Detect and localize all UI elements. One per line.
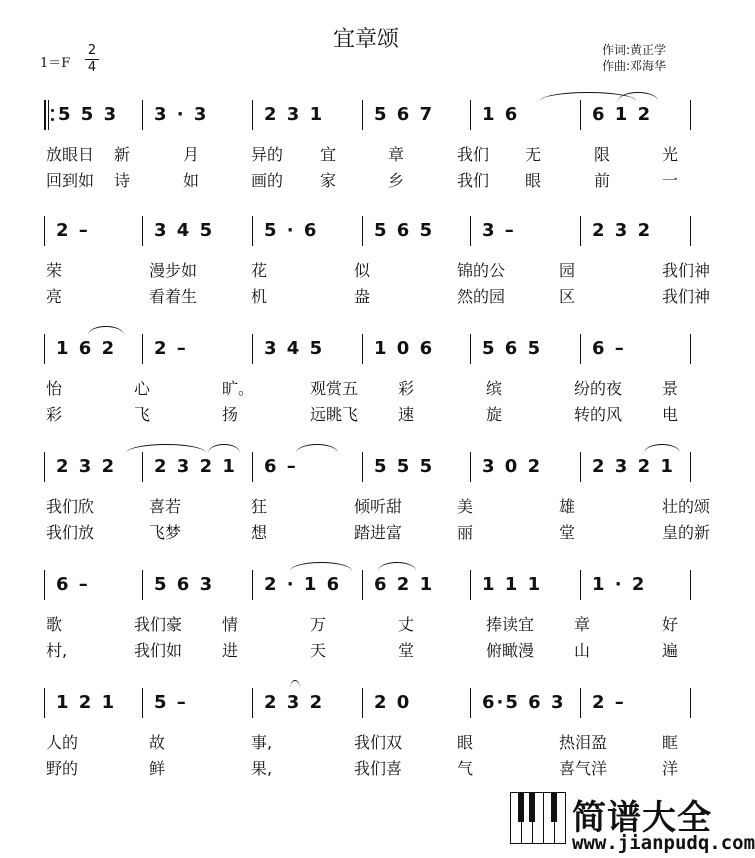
barline	[362, 570, 363, 600]
measure-notes: 6 1 2	[592, 104, 653, 125]
repeat-sign-icon	[44, 100, 53, 130]
barline	[580, 688, 581, 718]
measure	[56, 692, 132, 716]
time-signature-bottom: 4	[87, 60, 97, 75]
lyric-syllable: 一	[662, 171, 679, 190]
lyricist-credit: 作词:黄正学	[602, 43, 667, 57]
barline	[580, 334, 581, 364]
piano-keys-icon	[510, 792, 568, 844]
lyric-syllable: 区	[559, 287, 576, 306]
lyric-syllable: 我们双	[354, 733, 403, 752]
time-signature	[85, 44, 99, 75]
lyric-syllable: 情	[222, 615, 239, 634]
lyric-syllable: 遍	[662, 641, 679, 660]
lyric-syllable: 眶	[662, 733, 679, 752]
barline	[470, 688, 471, 718]
measure-notes: 2 · 1 6	[264, 574, 342, 595]
measure	[374, 692, 460, 716]
measure-notes: 6 2 1	[374, 574, 435, 595]
measure-notes: 3 4 5	[154, 220, 215, 241]
measure-notes: 1 6 2	[56, 338, 117, 359]
lyric-syllable: 眼	[525, 171, 542, 190]
barline	[690, 570, 691, 600]
lyric-syllable: 皇的新	[662, 523, 711, 542]
lyric-syllable: 俯瞰漫	[486, 641, 535, 660]
measure	[482, 220, 570, 244]
lyric-syllable: 雄	[559, 497, 576, 516]
lyric-syllable: 彩	[46, 405, 63, 424]
watermark-logo	[510, 790, 755, 858]
lyric-syllable: 前	[594, 171, 611, 190]
measure	[592, 574, 680, 598]
measure	[592, 104, 680, 128]
lyric-syllable: 旋	[486, 405, 503, 424]
lyric-syllable: 飞	[134, 405, 151, 424]
lyric-syllable: 捧读宜	[486, 615, 535, 634]
measure	[374, 338, 460, 362]
measure-notes: 2 3 1	[264, 104, 325, 125]
lyric-syllable: 好	[662, 615, 679, 634]
measure	[264, 692, 352, 716]
measure-notes: 5 6 3	[154, 574, 215, 595]
lyric-syllable: 野的	[46, 759, 79, 778]
lyric-syllable: 丈	[398, 615, 415, 634]
lyric-syllable: 宜	[320, 145, 337, 164]
lyric-syllable: 新	[114, 145, 131, 164]
measure	[264, 220, 352, 244]
barline	[252, 452, 253, 482]
slur-mark	[378, 562, 416, 571]
lyric-syllable: 限	[594, 145, 611, 164]
barline	[142, 100, 143, 130]
measure	[592, 338, 680, 362]
barline	[470, 452, 471, 482]
measure-notes: 2 –	[154, 338, 188, 359]
measure-notes: 2 –	[592, 692, 626, 713]
measure	[592, 692, 680, 716]
lyric-syllable: 扬	[222, 405, 239, 424]
measure	[374, 456, 460, 480]
measure	[482, 574, 570, 598]
lyric-syllable: 似	[354, 261, 371, 280]
measure-notes: 1 0 6	[374, 338, 435, 359]
measure	[56, 220, 132, 244]
slur-mark	[296, 444, 338, 453]
lyric-syllable: 旷。	[222, 379, 255, 398]
barline	[44, 334, 45, 364]
barline	[252, 216, 253, 246]
watermark-name: 简谱大全	[572, 798, 712, 838]
barline	[470, 100, 471, 130]
lyric-syllable: 我们	[457, 171, 490, 190]
slur-mark	[644, 444, 680, 453]
lyric-syllable: 事,	[251, 733, 273, 752]
lyric-syllable: 乡	[388, 171, 405, 190]
measure	[592, 220, 680, 244]
lyric-syllable: 观赏五	[310, 379, 359, 398]
measure-notes: 2 3 2 1	[154, 456, 237, 477]
measure-notes: 1 2 1	[56, 692, 117, 713]
slur-mark	[126, 444, 206, 453]
barline	[44, 452, 45, 482]
measure-notes: 5 6 5	[482, 338, 543, 359]
barline	[580, 100, 581, 130]
barline	[690, 334, 691, 364]
measure	[154, 456, 242, 480]
measure	[154, 692, 242, 716]
measure-notes: 3 –	[482, 220, 516, 241]
measure-notes: 2 3 2	[56, 456, 117, 477]
barline	[470, 216, 471, 246]
slur-mark	[290, 680, 300, 689]
measure-notes: 1 1 1	[482, 574, 543, 595]
measure	[264, 338, 352, 362]
lyric-syllable: 天	[310, 641, 327, 660]
measure-notes: 2 0	[374, 692, 412, 713]
measure	[482, 338, 570, 362]
lyric-syllable: 家	[320, 171, 337, 190]
lyric-syllable: 村,	[46, 641, 68, 660]
lyric-syllable: 丽	[457, 523, 474, 542]
barline	[142, 452, 143, 482]
lyric-syllable: 我们豪	[134, 615, 183, 634]
barline	[690, 452, 691, 482]
measure-notes: 6 –	[56, 574, 90, 595]
lyric-syllable: 故	[149, 733, 166, 752]
barline	[362, 216, 363, 246]
measure	[592, 456, 680, 480]
measure-notes: 5 –	[154, 692, 188, 713]
lyric-syllable: 我们放	[46, 523, 95, 542]
time-signature-top: 2	[87, 43, 97, 58]
lyric-syllable: 热泪盈	[559, 733, 608, 752]
barline	[142, 334, 143, 364]
lyric-syllable: 亮	[46, 287, 63, 306]
barline	[690, 100, 691, 130]
barline	[44, 688, 45, 718]
barline	[362, 688, 363, 718]
barline	[580, 216, 581, 246]
barline	[362, 100, 363, 130]
barline	[44, 570, 45, 600]
lyric-syllable: 锦的公	[457, 261, 506, 280]
measure	[482, 692, 570, 716]
barline	[690, 216, 691, 246]
barline	[44, 216, 45, 246]
composer-credit: 作曲:邓海华	[602, 59, 667, 73]
lyric-syllable: 踏进富	[354, 523, 403, 542]
measure-notes: 5 6 7	[374, 104, 435, 125]
measure-notes: 6 –	[592, 338, 626, 359]
lyric-syllable: 回到如	[46, 171, 95, 190]
lyric-syllable: 景	[662, 379, 679, 398]
lyric-syllable: 章	[388, 145, 405, 164]
lyric-syllable: 眼	[457, 733, 474, 752]
lyric-syllable: 狂	[251, 497, 268, 516]
lyric-syllable: 飞梦	[149, 523, 182, 542]
measure-notes: 5 · 6	[264, 220, 319, 241]
measure-notes: 1 6	[482, 104, 520, 125]
lyric-syllable: 看着生	[149, 287, 198, 306]
measure-notes: 1 · 2	[592, 574, 647, 595]
measure-notes: 5 5 3	[58, 104, 119, 125]
barline	[252, 688, 253, 718]
measure	[154, 104, 242, 128]
barline	[362, 452, 363, 482]
lyric-syllable: 我们欣	[46, 497, 95, 516]
slur-mark	[208, 444, 240, 453]
lyric-syllable: 然的园	[457, 287, 506, 306]
lyric-syllable: 我们神	[662, 287, 711, 306]
lyric-syllable: 画的	[251, 171, 284, 190]
barline	[252, 334, 253, 364]
measure-notes: 2 3 2	[264, 692, 325, 713]
measure	[56, 338, 132, 362]
lyric-syllable: 园	[559, 261, 576, 280]
measure-notes: 3 · 3	[154, 104, 209, 125]
lyric-syllable: 章	[574, 615, 591, 634]
lyric-syllable: 万	[310, 615, 327, 634]
barline	[580, 570, 581, 600]
measure	[482, 456, 570, 480]
barline	[142, 216, 143, 246]
barline	[142, 570, 143, 600]
measure-notes: 3 0 2	[482, 456, 543, 477]
slur-mark	[618, 92, 658, 101]
lyric-syllable: 想	[251, 523, 268, 542]
measure	[56, 574, 132, 598]
lyric-syllable: 转的风	[574, 405, 623, 424]
measure	[154, 574, 242, 598]
lyric-syllable: 我们如	[134, 641, 183, 660]
lyric-syllable: 电	[662, 405, 679, 424]
lyric-syllable: 光	[662, 145, 679, 164]
lyric-syllable: 壮的颂	[662, 497, 711, 516]
measure-notes: 2 3 2 1	[592, 456, 675, 477]
lyric-syllable: 月	[183, 145, 200, 164]
slur-mark	[290, 562, 352, 571]
lyric-syllable: 盎	[354, 287, 371, 306]
lyric-syllable: 人的	[46, 733, 79, 752]
barline	[580, 452, 581, 482]
lyric-syllable: 速	[398, 405, 415, 424]
measure	[58, 104, 134, 128]
measure	[482, 104, 570, 128]
credits	[602, 42, 666, 74]
lyric-syllable: 我们神	[662, 261, 711, 280]
lyric-syllable: 山	[574, 641, 591, 660]
measure	[374, 574, 460, 598]
measure-notes: 2 3 2	[592, 220, 653, 241]
measure	[374, 104, 460, 128]
lyric-syllable: 倾听甜	[354, 497, 403, 516]
lyric-syllable: 如	[183, 171, 200, 190]
measure	[374, 220, 460, 244]
measure-notes: 5 6 5	[374, 220, 435, 241]
lyric-syllable: 我们喜	[354, 759, 403, 778]
measure-notes: 6·5 6 3	[482, 692, 566, 713]
lyric-syllable: 缤	[486, 379, 503, 398]
lyric-syllable: 我们	[457, 145, 490, 164]
lyric-syllable: 堂	[398, 641, 415, 660]
lyric-syllable: 彩	[398, 379, 415, 398]
lyric-syllable: 诗	[114, 171, 131, 190]
slur-mark	[88, 326, 124, 335]
lyric-syllable: 堂	[559, 523, 576, 542]
measure	[154, 338, 242, 362]
lyric-syllable: 机	[251, 287, 268, 306]
barline	[142, 688, 143, 718]
barline	[470, 570, 471, 600]
lyric-syllable: 远眺飞	[310, 405, 359, 424]
lyric-syllable: 歌	[46, 615, 63, 634]
barline	[252, 100, 253, 130]
barline	[362, 334, 363, 364]
measure	[264, 574, 352, 598]
measure-notes: 3 4 5	[264, 338, 325, 359]
watermark-url: www.jianpudq.com	[572, 832, 755, 854]
lyric-syllable: 漫步如	[149, 261, 198, 280]
key-signature: 1＝F	[40, 56, 71, 71]
lyric-syllable: 喜气洋	[559, 759, 608, 778]
song-title: 宜章颂	[332, 27, 399, 52]
lyric-syllable: 气	[457, 759, 474, 778]
lyric-syllable: 心	[134, 379, 151, 398]
lyric-syllable: 放眼日	[46, 145, 95, 164]
measure-notes: 2 –	[56, 220, 90, 241]
lyric-syllable: 荣	[46, 261, 63, 280]
lyric-syllable: 洋	[662, 759, 679, 778]
measure-notes: 5 5 5	[374, 456, 435, 477]
lyric-syllable: 鲜	[149, 759, 166, 778]
barline	[252, 570, 253, 600]
lyric-syllable: 进	[222, 641, 239, 660]
barline	[690, 688, 691, 718]
lyric-syllable: 无	[525, 145, 542, 164]
lyric-syllable: 花	[251, 261, 268, 280]
measure	[56, 456, 132, 480]
lyric-syllable: 美	[457, 497, 474, 516]
lyric-syllable: 喜若	[149, 497, 182, 516]
lyric-syllable: 纷的夜	[574, 379, 623, 398]
lyric-syllable: 怡	[46, 379, 63, 398]
measure-notes: 6 –	[264, 456, 298, 477]
lyric-syllable: 果,	[251, 759, 273, 778]
lyric-syllable: 异的	[251, 145, 284, 164]
measure	[264, 456, 352, 480]
barline	[470, 334, 471, 364]
measure	[264, 104, 352, 128]
measure	[154, 220, 242, 244]
